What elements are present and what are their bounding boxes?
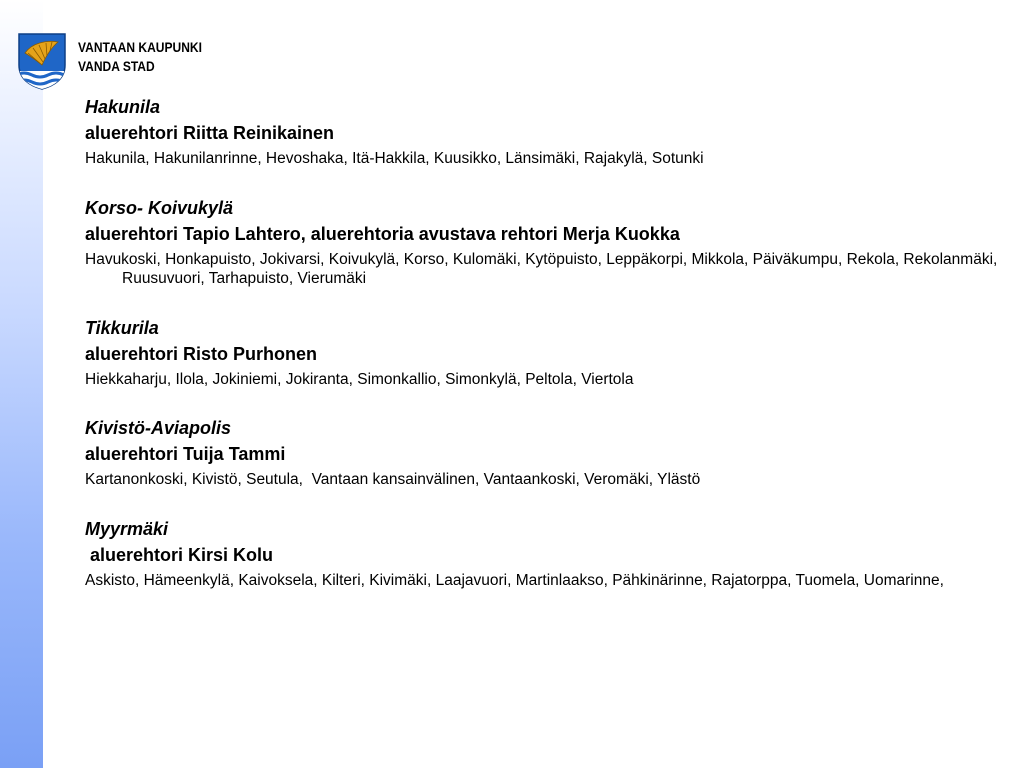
region-schools: Hakunila, Hakunilanrinne, Hevoshaka, Itä-Hakkila, Kuusikko, Länsimäki, Rajakylä, Sotunki — [85, 150, 704, 167]
region-principal: aluerehtori Risto Purhonen — [85, 343, 318, 364]
region-principal: aluerehtori Tuija Tammi — [85, 444, 286, 464]
region-principal: aluerehtori Kirsi Kolu — [85, 544, 274, 565]
region-schools: Havukoski, Honkapuisto, Jokivarsi, Koivukylä, Korso, Kulomäki, Kytöpuisto, Leppäkorpi, Mikkola, Päiväkumpu, Rekola, Rekolanmäki, Ruusuvuori, Tarhapuisto, Vierumäki — [85, 250, 998, 287]
regions-list — [85, 96, 1000, 618]
region-title: Myyrmäki — [85, 518, 169, 539]
org-name-swedish: VANDA STAD — [78, 58, 155, 74]
region-schools: Askisto, Hämeenkylä, Kaivoksela, Kilteri, Kivimäki, Laajavuori, Martinlaakso, Pähkinärinne, Rajatorppa, Tuomela, Uomarinne, — [85, 571, 944, 589]
region-section — [85, 197, 1000, 289]
org-name-finnish: VANTAAN KAUPUNKI — [78, 39, 202, 55]
region-section — [85, 317, 1000, 390]
region-section — [85, 96, 1000, 169]
region-title: Korso- Koivukylä — [85, 197, 234, 218]
organization-name — [78, 38, 202, 76]
region-schools: Hiekkaharju, Ilola, Jokiniemi, Jokiranta, Simonkallio, Simonkylä, Peltola, Viertola — [85, 370, 634, 388]
region-section — [85, 417, 1000, 490]
region-principal: aluerehtori Tapio Lahtero, aluerehtoria avustava rehtori Merja Kuokka — [85, 223, 680, 244]
region-title: Hakunila — [85, 97, 161, 117]
region-title: Tikkurila — [85, 317, 159, 338]
region-title: Kivistö-Aviapolis — [85, 418, 232, 438]
region-principal: aluerehtori Riitta Reinikainen — [85, 123, 335, 143]
side-gradient-band — [0, 0, 43, 768]
vantaa-crest-icon — [16, 31, 68, 91]
region-section — [85, 518, 1000, 591]
region-schools: Kartanonkoski, Kivistö, Seutula, Vantaan kansainvälinen, Vantaankoski, Veromäki, Ylästö — [85, 471, 701, 488]
